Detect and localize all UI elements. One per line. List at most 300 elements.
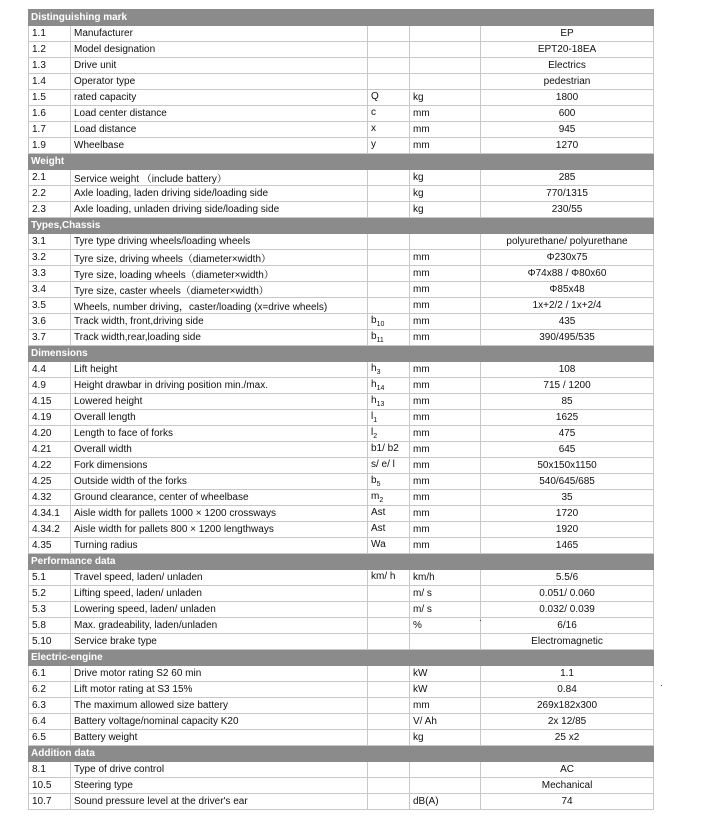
spec-row [29,570,654,586]
row-number: 3.5 [29,298,71,314]
spec-row [29,794,654,810]
row-number: 3.7 [29,330,71,346]
row-unit: mm [410,442,481,458]
row-symbol [368,234,410,250]
section-title: Dimensions [29,346,654,362]
row-symbol [368,762,410,778]
row-unit: mm [410,490,481,506]
row-symbol [368,122,410,138]
row-unit: mm [410,394,481,410]
row-label: Turning radius [71,538,368,554]
spec-row [29,474,654,490]
spec-row [29,506,654,522]
symbol-subscript: 5 [376,481,381,488]
row-symbol [368,490,410,506]
row-symbol [368,730,410,746]
spec-row [29,426,654,442]
row-number: 3.1 [29,234,71,250]
spec-row [29,442,654,458]
row-value: 50x150x1150 [481,458,654,474]
row-value: 1625 [481,410,654,426]
row-number: 1.4 [29,74,71,90]
row-value: 0.032/ 0.039 [481,602,654,618]
symbol-text: l [371,427,374,438]
row-label: Lowered height [71,394,368,410]
row-number: 4.34.1 [29,506,71,522]
row-value: 35 [481,490,654,506]
symbol-text: h [371,379,377,390]
row-value: Electromagnetic [481,634,654,650]
row-value: 6/16 [481,618,654,634]
row-label: rated capacity [71,90,368,106]
row-symbol [368,634,410,650]
row-label: Service brake type [71,634,368,650]
spec-row [29,634,654,650]
row-symbol [368,138,410,154]
row-number: 1.6 [29,106,71,122]
spec-row [29,58,654,74]
row-unit: mm [410,506,481,522]
row-unit: V/ Ah [410,714,481,730]
row-label: Drive motor rating S2 60 min [71,666,368,682]
row-symbol [368,186,410,202]
spec-row [29,234,654,250]
spec-row [29,122,654,138]
row-symbol [368,682,410,698]
spec-row [29,186,654,202]
row-number: 4.25 [29,474,71,490]
row-label: Wheels, number driving，caster/loading (x=drive wheels) [71,298,368,314]
spec-row [29,106,654,122]
row-symbol [368,74,410,90]
row-symbol [368,362,410,378]
section-title: Weight [29,154,654,170]
symbol-text: b1/ b2 [371,443,399,454]
row-label: Height drawbar in driving position min./max. [71,378,368,394]
symbol-text: h [371,395,377,406]
stray-dot: . [479,613,482,624]
spec-row [29,538,654,554]
row-label: Axle loading, laden driving side/loading side [71,186,368,202]
spec-row [29,762,654,778]
symbol-text: h [371,363,377,374]
row-label: Travel speed, laden/ unladen [71,570,368,586]
row-value: EPT20-18EA [481,42,654,58]
row-symbol [368,474,410,490]
row-number: 3.4 [29,282,71,298]
row-value: polyurethane/ polyurethane [481,234,654,250]
spec-row [29,362,654,378]
row-unit: kW [410,682,481,698]
row-number: 4.22 [29,458,71,474]
section-title: Performance data [29,554,654,570]
row-number: 4.35 [29,538,71,554]
row-value: 85 [481,394,654,410]
row-label: Outside width of the forks [71,474,368,490]
row-symbol [368,698,410,714]
spec-row [29,314,654,330]
spec-row [29,378,654,394]
row-value: 1800 [481,90,654,106]
row-label: Battery voltage/nominal capacity K20 [71,714,368,730]
row-value: 0.84 [481,682,654,698]
row-symbol [368,794,410,810]
stray-dot: . [660,678,663,689]
row-number: 5.8 [29,618,71,634]
row-unit: mm [410,458,481,474]
symbol-subscript: 2 [373,433,378,440]
row-number: 4.19 [29,410,71,426]
row-unit: mm [410,250,481,266]
row-unit: mm [410,362,481,378]
symbol-text: km/ h [371,571,396,582]
row-label: Lifting speed, laden/ unladen [71,586,368,602]
symbol-text: m [371,491,380,502]
row-unit: m/ s [410,586,481,602]
spec-row [29,458,654,474]
row-number: 8.1 [29,762,71,778]
row-symbol [368,522,410,538]
spec-row [29,90,654,106]
row-label: Lowering speed, laden/ unladen [71,602,368,618]
row-unit: kg [410,90,481,106]
row-number: 1.9 [29,138,71,154]
row-label: Manufacturer [71,26,368,42]
symbol-subscript: 11 [376,337,384,344]
symbol-text: Wa [371,539,386,550]
row-unit: mm [410,122,481,138]
spec-row [29,250,654,266]
row-unit: mm [410,410,481,426]
section-header [29,650,654,666]
row-label: Ground clearance, center of wheelbase [71,490,368,506]
row-number: 4.32 [29,490,71,506]
row-label: Service weight （include battery） [71,170,368,186]
row-value: 1270 [481,138,654,154]
section-header [29,746,654,762]
row-symbol [368,778,410,794]
symbol-text: c [371,107,376,118]
row-unit: mm [410,538,481,554]
row-label: Battery weight [71,730,368,746]
row-number: 2.1 [29,170,71,186]
spec-table-body [29,10,654,810]
row-value: 390/495/535 [481,330,654,346]
row-symbol [368,266,410,282]
row-value: 1.1 [481,666,654,682]
row-value: 475 [481,426,654,442]
spec-row [29,522,654,538]
section-header [29,346,654,362]
spec-row [29,778,654,794]
row-label: Steering type [71,778,368,794]
row-number: 1.3 [29,58,71,74]
section-title: Types,Chassis [29,218,654,234]
spec-row [29,586,654,602]
row-number: 1.1 [29,26,71,42]
row-label: Track width, front,driving side [71,314,368,330]
section-title: Electric-engine [29,650,654,666]
row-number: 4.20 [29,426,71,442]
row-value: Mechanical [481,778,654,794]
section-header [29,554,654,570]
row-unit [410,762,481,778]
row-value: 5.5/6 [481,570,654,586]
row-number: 6.5 [29,730,71,746]
row-symbol [368,426,410,442]
row-value: Electrics [481,58,654,74]
row-unit: mm [410,298,481,314]
row-unit: mm [410,106,481,122]
row-unit: kg [410,186,481,202]
row-value: 600 [481,106,654,122]
symbol-text: x [371,123,376,134]
row-label: The maximum allowed size battery [71,698,368,714]
symbol-subscript: 13 [376,401,385,408]
row-unit [410,58,481,74]
row-value: 715 / 1200 [481,378,654,394]
row-unit: mm [410,378,481,394]
row-unit: mm [410,522,481,538]
row-label: Model designation [71,42,368,58]
section-title: Distinguishing mark [29,10,654,26]
row-unit: mm [410,138,481,154]
symbol-subscript: 10 [376,321,385,328]
row-value: 285 [481,170,654,186]
row-number: 5.10 [29,634,71,650]
row-value: 25 x2 [481,730,654,746]
row-unit: mm [410,282,481,298]
symbol-text: s/ e/ l [371,459,395,470]
row-unit: kg [410,170,481,186]
row-label: Tyre type driving wheels/loading wheels [71,234,368,250]
row-number: 6.1 [29,666,71,682]
row-number: 4.4 [29,362,71,378]
row-symbol [368,202,410,218]
row-value: EP [481,26,654,42]
spec-row [29,394,654,410]
spec-row [29,682,654,698]
row-unit [410,74,481,90]
symbol-text: b [371,315,377,326]
row-value: Φ74x88 / Φ80x60 [481,266,654,282]
row-unit: m/ s [410,602,481,618]
row-unit: kW [410,666,481,682]
row-unit [410,42,481,58]
symbol-subscript: 2 [379,497,384,504]
row-label: Load center distance [71,106,368,122]
row-unit: mm [410,426,481,442]
row-symbol [368,570,410,586]
row-value: 108 [481,362,654,378]
symbol-text: y [371,139,376,150]
spec-row [29,490,654,506]
row-number: 4.9 [29,378,71,394]
section-header [29,154,654,170]
row-symbol [368,394,410,410]
row-value: 540/645/685 [481,474,654,490]
row-value: 1465 [481,538,654,554]
row-value: 645 [481,442,654,458]
row-value: 1720 [481,506,654,522]
spec-row [29,282,654,298]
row-value: 230/55 [481,202,654,218]
row-number: 1.7 [29,122,71,138]
row-symbol [368,170,410,186]
spec-row [29,266,654,282]
symbol-text: Q [371,91,379,102]
row-unit: dB(A) [410,794,481,810]
spec-row [29,42,654,58]
row-value: AC [481,762,654,778]
row-symbol [368,586,410,602]
row-unit [410,234,481,250]
section-header [29,218,654,234]
row-label: Wheelbase [71,138,368,154]
symbol-text: b [371,475,377,486]
spec-row [29,330,654,346]
symbol-text: Ast [371,523,386,534]
spec-row [29,202,654,218]
spec-row [29,138,654,154]
symbol-subscript: 3 [376,369,381,376]
spec-row [29,298,654,314]
row-unit: kg [410,202,481,218]
row-symbol [368,714,410,730]
row-value: 1920 [481,522,654,538]
spec-row [29,698,654,714]
row-value: 0.051/ 0.060 [481,586,654,602]
spec-row [29,618,654,634]
symbol-text: l [371,411,374,422]
row-symbol [368,90,410,106]
row-value: 770/1315 [481,186,654,202]
row-value: pedestrian [481,74,654,90]
row-label: Sound pressure level at the driver's ear [71,794,368,810]
row-unit: mm [410,698,481,714]
spec-row [29,26,654,42]
row-unit: mm [410,330,481,346]
row-unit: mm [410,474,481,490]
row-label: Track width,rear,loading side [71,330,368,346]
row-symbol [368,106,410,122]
row-symbol [368,602,410,618]
spec-row [29,74,654,90]
section-header [29,10,654,26]
row-label: Aisle width for pallets 1000 × 1200 crossways [71,506,368,522]
symbol-text: Ast [371,507,386,518]
row-symbol [368,26,410,42]
row-label: Tyre size, driving wheels（diameter×width） [71,250,368,266]
row-unit: km/h [410,570,481,586]
row-symbol [368,618,410,634]
row-label: Tyre size, loading wheels（diameter×width） [71,266,368,282]
row-number: 1.5 [29,90,71,106]
row-label: Tyre size, caster wheels（diameter×width） [71,282,368,298]
row-symbol [368,442,410,458]
row-unit [410,634,481,650]
row-unit [410,778,481,794]
row-value: 269x182x300 [481,698,654,714]
row-unit: mm [410,266,481,282]
row-symbol [368,458,410,474]
row-label: Operator type [71,74,368,90]
row-unit: kg [410,730,481,746]
row-unit [410,26,481,42]
row-symbol [368,42,410,58]
row-number: 3.2 [29,250,71,266]
row-number: 5.1 [29,570,71,586]
spec-row [29,410,654,426]
row-value: 2x 12/85 [481,714,654,730]
symbol-text: b [371,331,377,342]
row-label: Overall length [71,410,368,426]
row-label: Type of drive control [71,762,368,778]
row-label: Max. gradeability, laden/unladen [71,618,368,634]
row-symbol [368,506,410,522]
row-value: Φ230x75 [481,250,654,266]
row-value: 1x+2/2 / 1x+2/4 [481,298,654,314]
row-label: Overall width [71,442,368,458]
row-number: 1.2 [29,42,71,58]
symbol-subscript: 1 [373,417,378,424]
row-number: 3.3 [29,266,71,282]
spec-table [28,9,654,810]
row-symbol [368,58,410,74]
section-title: Addition data [29,746,654,762]
row-number: 3.6 [29,314,71,330]
row-symbol [368,538,410,554]
row-number: 5.2 [29,586,71,602]
row-symbol [368,666,410,682]
row-symbol [368,250,410,266]
row-label: Drive unit [71,58,368,74]
row-symbol [368,298,410,314]
row-number: 10.7 [29,794,71,810]
row-label: Axle loading, unladen driving side/loading side [71,202,368,218]
spec-row [29,666,654,682]
row-number: 6.3 [29,698,71,714]
row-symbol [368,314,410,330]
row-unit: % [410,618,481,634]
row-number: 4.21 [29,442,71,458]
spec-row [29,714,654,730]
row-label: Load distance [71,122,368,138]
row-symbol [368,330,410,346]
row-number: 10.5 [29,778,71,794]
spec-row [29,730,654,746]
spec-row [29,602,654,618]
row-number: 2.2 [29,186,71,202]
symbol-subscript: 14 [376,385,385,392]
row-number: 4.15 [29,394,71,410]
row-number: 5.3 [29,602,71,618]
row-label: Lift height [71,362,368,378]
row-value: 945 [481,122,654,138]
row-symbol [368,282,410,298]
row-unit: mm [410,314,481,330]
row-number: 6.2 [29,682,71,698]
row-value: 435 [481,314,654,330]
row-symbol [368,410,410,426]
row-number: 4.34.2 [29,522,71,538]
row-value: 74 [481,794,654,810]
row-number: 6.4 [29,714,71,730]
row-label: Aisle width for pallets 800 × 1200 lengthways [71,522,368,538]
row-number: 2.3 [29,202,71,218]
row-label: Length to face of forks [71,426,368,442]
spec-row [29,170,654,186]
